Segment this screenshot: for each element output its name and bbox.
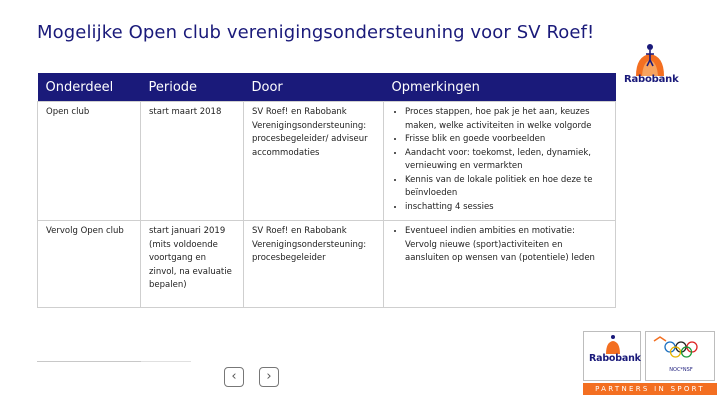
rabobank-emblem-icon <box>584 332 642 354</box>
list-item: • Aandacht voor: toekomst, leden, dynamiek, vernieuwing en vermarkten <box>405 147 607 174</box>
cell-door: SV Roef! en Rabobank Verenigingsondersteuning: procesbegeleider <box>244 221 384 308</box>
rabobank-logo <box>622 42 678 92</box>
support-table <box>37 73 616 308</box>
column-header-opmerkingen: Opmerkingen <box>384 73 616 102</box>
noc-nsf-logo-box <box>645 331 715 381</box>
rabobank-wordmark: Rabobank <box>589 353 641 364</box>
chevron-right-icon: › <box>266 369 272 384</box>
previous-slide-button[interactable] <box>224 367 244 387</box>
list-item: • Eventueel indien ambities en motivatie: Vervolg nieuwe (sport)activiteiten en aansluiten op wensen van (potentiele) leden <box>405 225 607 266</box>
list-item: • Frisse blik en goede voorbeelden <box>405 133 607 147</box>
rabobank-logo-box <box>583 331 641 381</box>
cell-opmerkingen <box>384 221 616 308</box>
cell-opmerkingen <box>384 102 616 221</box>
cell-periode: start januari 2019 (mits voldoende voortgang en zinvol, na evaluatie bepalen) <box>141 221 244 308</box>
partners-tagline: PARTNERS IN SPORT <box>583 383 717 395</box>
cell-onderdeel: Vervolg Open club <box>38 221 141 308</box>
list-item: • Kennis van de lokale politiek en hoe deze te beïnvloeden <box>405 174 607 201</box>
chevron-left-icon: ‹ <box>231 369 237 384</box>
rabobank-emblem-icon <box>622 42 678 76</box>
column-header-door: Door <box>244 73 384 102</box>
footer-divider <box>37 361 141 362</box>
list-item: • inschatting 4 sessies <box>405 201 607 215</box>
page-title: Mogelijke Open club verenigingsondersteuning voor SV Roef! <box>37 22 595 43</box>
cell-onderdeel: Open club <box>38 102 141 221</box>
noc-nsf-text: NOC*NSF <box>669 367 693 373</box>
remarks-list <box>392 225 607 266</box>
next-slide-button[interactable] <box>259 367 279 387</box>
table-row <box>38 102 616 221</box>
remarks-list <box>392 106 607 214</box>
list-item: • Proces stappen, hoe pak je het aan, keuzes maken, welke activiteiten in welke volgorde <box>405 106 607 133</box>
table-row <box>38 221 616 308</box>
rabobank-wordmark: Rabobank <box>624 74 679 85</box>
cell-periode: start maart 2018 <box>141 102 244 221</box>
olympic-rings-icon <box>646 332 716 366</box>
footer-divider <box>141 361 191 362</box>
cell-door: SV Roef! en Rabobank Verenigingsondersteuning: procesbegeleider/ adviseur accommodaties <box>244 102 384 221</box>
column-header-periode: Periode <box>141 73 244 102</box>
table-header-row <box>38 73 616 102</box>
partners-in-sport-logo <box>583 331 717 395</box>
column-header-onderdeel: Onderdeel <box>38 73 141 102</box>
